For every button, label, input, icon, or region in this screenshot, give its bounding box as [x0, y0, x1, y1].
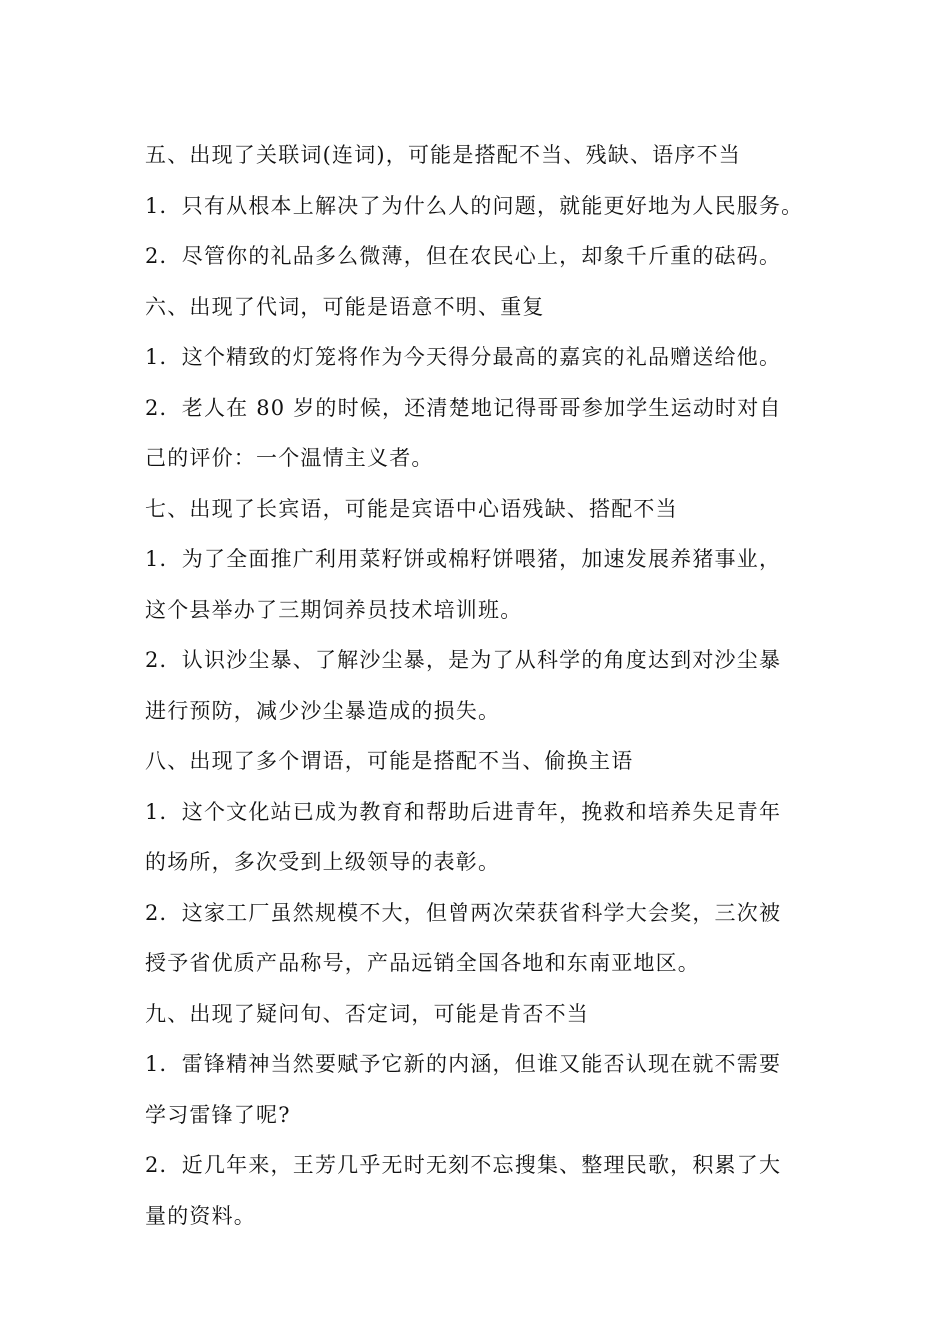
section-heading-6: 六、出现了代词，可能是语意不明、重复 [145, 294, 545, 319]
document-body [145, 130, 825, 1241]
example-6-1: 1．这个精致的灯笼将作为今天得分最高的嘉宾的礼品赠送给他。 [145, 345, 782, 369]
example-9-1-line-1: 1．雷锋精神当然要赋予它新的内涵，但谁又能否认现在就不需要 [145, 1052, 782, 1076]
example-8-2-line-1: 2．这家工厂虽然规模不大，但曾两次荣获省科学大会奖，三次被 [145, 900, 782, 925]
example-8-1-line-2: 的场所，多次受到上级领导的表彰。 [145, 850, 501, 874]
example-7-2-line-2: 进行预防，减少沙尘暴造成的损失。 [145, 698, 501, 723]
example-9-2-line-1: 2．近几年来，王芳几乎无时无刻不忘搜集、整理民歌，积累了大 [145, 1153, 782, 1177]
example-8-2-line-2: 授予省优质产品称号，产品远销全国各地和东南亚地区。 [145, 951, 700, 975]
example-5-1: 1．只有从根本上解决了为什么人的问题，就能更好地为人民服务。 [145, 193, 804, 218]
example-8-1-line-1: 1．这个文化站已成为教育和帮助后进青年，挽救和培养失足青年 [145, 799, 782, 824]
section-heading-8: 八、出现了多个谓语，可能是搭配不当、偷换主语 [145, 749, 634, 773]
example-9-1-line-2: 学习雷锋了呢? [145, 1102, 291, 1127]
section-heading-5: 五、出现了关联词(连词)，可能是搭配不当、残缺、语序不当 [145, 143, 741, 167]
section-heading-7: 七、出现了长宾语，可能是宾语中心语残缺、搭配不当 [145, 496, 678, 521]
example-7-1-line-1: 1．为了全面推广利用菜籽饼或棉籽饼喂猪，加速发展养猪事业， [145, 547, 782, 571]
example-9-2-line-2: 量的资料。 [145, 1203, 256, 1228]
example-6-2-line-2: 己的评价：一个温情主义者。 [145, 446, 434, 470]
example-5-2: 2．尽管你的礼品多么微薄，但在农民心上，却象千斤重的砝码。 [145, 244, 782, 268]
example-7-2-line-1: 2．认识沙尘暴、了解沙尘暴，是为了从科学的角度达到对沙尘暴 [145, 648, 782, 672]
example-6-2-line-1: 2．老人在 80 岁的时候，还清楚地记得哥哥参加学生运动时对自 [145, 395, 782, 420]
example-7-1-line-2: 这个县举办了三期饲养员技术培训班。 [145, 597, 523, 622]
section-heading-9: 九、出现了疑问旬、否定词，可能是肯否不当 [145, 1001, 589, 1026]
